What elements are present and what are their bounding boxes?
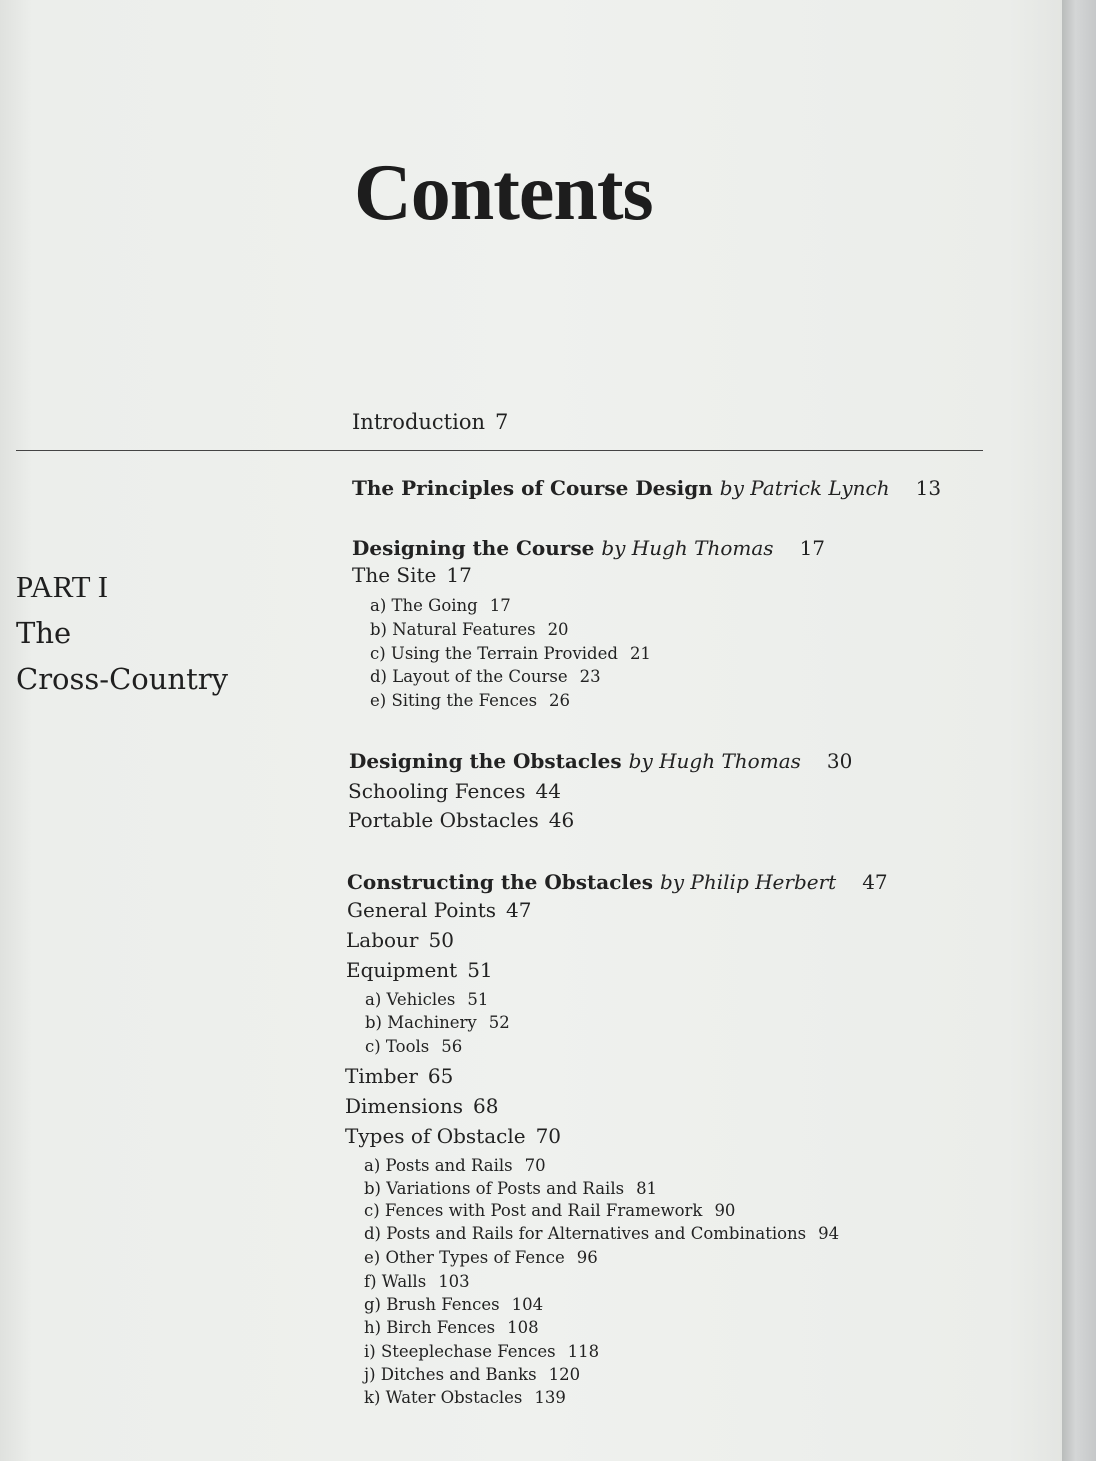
entry-title: i) Steeplechase Fences xyxy=(364,1342,556,1361)
entry-title: c) Using the Terrain Provided xyxy=(370,644,618,663)
entry-title: a) The Going xyxy=(370,596,478,615)
toc-subsection xyxy=(364,1365,580,1384)
page-title: Contents xyxy=(354,149,653,237)
toc-subsection xyxy=(364,1224,839,1243)
entry-page-number: 118 xyxy=(567,1342,600,1361)
entry-page-number: 139 xyxy=(534,1388,566,1407)
entry-page-number: 13 xyxy=(915,476,942,500)
entry-title: The Site xyxy=(352,563,437,587)
introduction-label: Introduction xyxy=(352,410,485,434)
entry-page-number: 108 xyxy=(507,1318,539,1337)
entry-author: by Hugh Thomas xyxy=(628,749,801,773)
page-edge xyxy=(1062,0,1096,1461)
entry-title: f) Walls xyxy=(364,1272,427,1291)
entry-title: Constructing the Obstacles xyxy=(347,870,653,894)
toc-subsection xyxy=(370,644,651,663)
entry-page-number: 94 xyxy=(818,1224,840,1243)
entry-title: a) Vehicles xyxy=(365,990,456,1009)
entry-title: c) Fences with Post and Rail Framework xyxy=(364,1201,703,1220)
entry-title: e) Other Types of Fence xyxy=(364,1248,565,1267)
entry-page-number: 20 xyxy=(547,620,569,639)
entry-title: Equipment xyxy=(346,958,458,982)
entry-page-number: 17 xyxy=(446,563,472,587)
entry-title: Schooling Fences xyxy=(348,779,526,803)
toc-subsection xyxy=(364,1272,470,1291)
toc-subsection xyxy=(364,1342,599,1361)
part-name-line-2: Cross-Country xyxy=(16,662,228,696)
entry-page-number: 104 xyxy=(511,1295,544,1314)
entry-page-number: 68 xyxy=(472,1094,499,1118)
part-divider-rule xyxy=(16,450,983,451)
entry-page-number: 47 xyxy=(862,870,888,894)
entry-page-number: 23 xyxy=(579,667,601,686)
toc-section xyxy=(348,779,561,803)
entry-title: j) Ditches and Banks xyxy=(364,1365,537,1384)
toc-section xyxy=(347,898,532,922)
toc-subsection xyxy=(370,667,601,686)
entry-title: h) Birch Fences xyxy=(364,1318,496,1337)
toc-subsection xyxy=(370,620,569,639)
entry-title: Types of Obstacle xyxy=(345,1124,526,1148)
entry-title: g) Brush Fences xyxy=(364,1295,500,1314)
entry-author: by Hugh Thomas xyxy=(601,536,774,560)
toc-chapter xyxy=(347,870,888,894)
part-heading xyxy=(16,564,228,702)
entry-page-number: 47 xyxy=(506,898,532,922)
entry-title: Labour xyxy=(346,928,419,952)
entry-page-number: 52 xyxy=(488,1013,510,1032)
entry-title: k) Water Obstacles xyxy=(364,1388,523,1407)
entry-page-number: 96 xyxy=(576,1248,598,1267)
entry-title: Dimensions xyxy=(345,1094,463,1118)
entry-page-number: 56 xyxy=(441,1037,463,1056)
toc-section xyxy=(352,563,472,587)
entry-page-number: 81 xyxy=(636,1179,658,1198)
toc-chapter xyxy=(352,536,825,560)
part-number: PART I xyxy=(16,569,109,604)
entry-page-number: 17 xyxy=(799,536,826,560)
entry-title: The Principles of Course Design xyxy=(352,476,713,500)
toc-section xyxy=(348,808,574,832)
entry-title: e) Siting the Fences xyxy=(370,691,538,710)
toc-section xyxy=(346,958,493,982)
toc-section xyxy=(345,1094,498,1118)
toc-subsection xyxy=(364,1201,735,1220)
entry-page-number: 21 xyxy=(629,644,651,663)
entry-page-number: 90 xyxy=(714,1201,736,1220)
entry-title: General Points xyxy=(347,898,497,922)
entry-page-number: 26 xyxy=(549,691,571,710)
entry-title: Designing the Obstacles xyxy=(349,749,622,773)
toc-subsection xyxy=(370,691,570,710)
toc-subsection xyxy=(364,1179,657,1198)
entry-page-number: 70 xyxy=(535,1124,562,1148)
toc-section xyxy=(345,1124,561,1148)
entry-title: c) Tools xyxy=(365,1037,430,1056)
entry-author: by Patrick Lynch xyxy=(719,476,890,500)
part-name-line-1: The xyxy=(16,616,72,650)
entry-title: Designing the Course xyxy=(352,536,595,560)
toc-subsection xyxy=(365,1037,462,1056)
entry-title: b) Variations of Posts and Rails xyxy=(364,1179,625,1198)
entry-title: Portable Obstacles xyxy=(348,808,539,832)
toc-subsection xyxy=(364,1388,566,1407)
toc-subsection xyxy=(365,1013,510,1032)
toc-section xyxy=(346,928,454,952)
toc-chapter xyxy=(349,749,852,773)
toc-chapter xyxy=(352,476,941,500)
entry-title: b) Machinery xyxy=(365,1013,477,1032)
introduction-page: 7 xyxy=(495,410,509,434)
toc-subsection xyxy=(365,990,488,1009)
entry-page-number: 103 xyxy=(438,1272,470,1291)
entry-title: Timber xyxy=(345,1064,418,1088)
entry-title: d) Layout of the Course xyxy=(370,667,568,686)
entry-page-number: 50 xyxy=(428,928,454,952)
entry-page-number: 51 xyxy=(467,958,493,982)
entry-page-number: 65 xyxy=(427,1064,454,1088)
introduction-entry xyxy=(352,410,508,434)
entry-page-number: 120 xyxy=(548,1365,581,1384)
entry-title: a) Posts and Rails xyxy=(364,1156,513,1175)
toc-section xyxy=(345,1064,453,1088)
entry-title: b) Natural Features xyxy=(370,620,536,639)
toc-subsection xyxy=(364,1295,543,1314)
entry-page-number: 17 xyxy=(489,596,511,615)
toc-subsection xyxy=(364,1318,539,1337)
entry-title: d) Posts and Rails for Alternatives and Combinations xyxy=(364,1224,807,1243)
toc-subsection xyxy=(370,596,511,615)
entry-page-number: 70 xyxy=(524,1156,546,1175)
entry-page-number: 44 xyxy=(535,779,561,803)
toc-subsection xyxy=(364,1156,546,1175)
entry-page-number: 46 xyxy=(548,808,575,832)
entry-page-number: 51 xyxy=(467,990,489,1009)
entry-page-number: 30 xyxy=(826,749,853,773)
entry-author: by Philip Herbert xyxy=(659,870,837,894)
toc-subsection xyxy=(364,1248,598,1267)
